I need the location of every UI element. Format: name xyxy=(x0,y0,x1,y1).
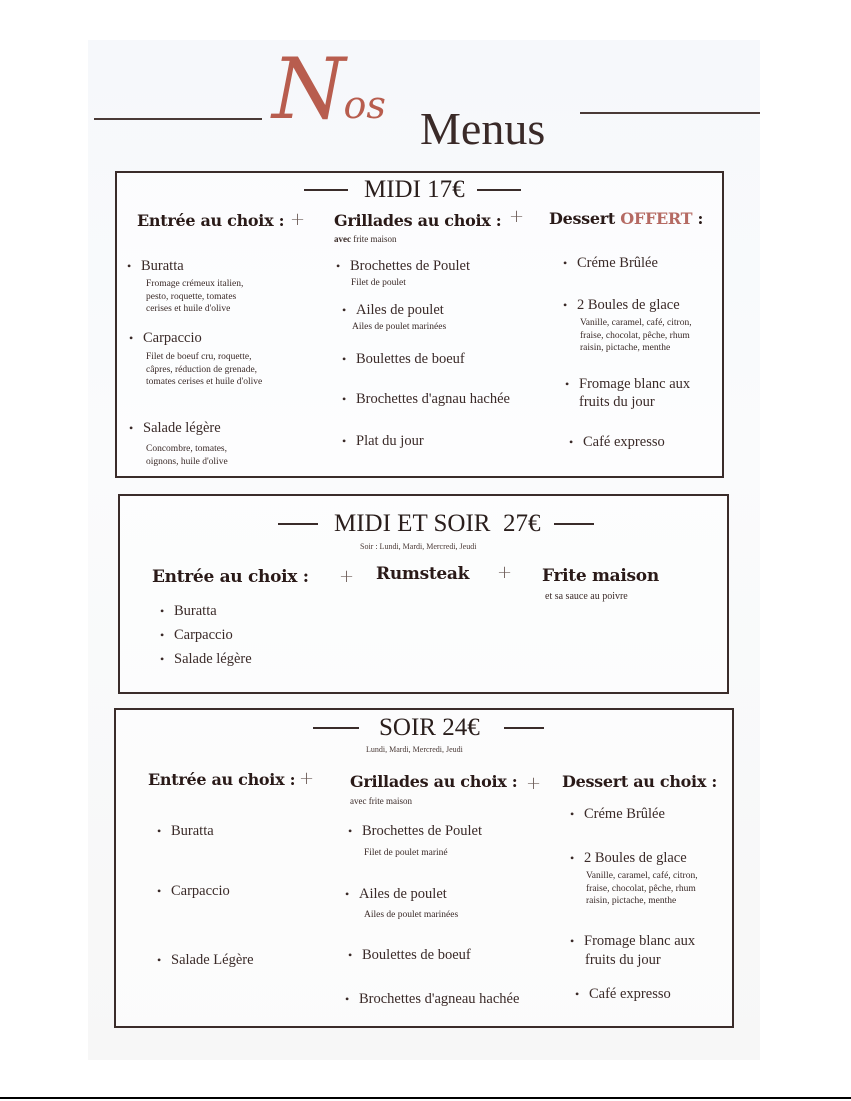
list-item-continued: fruits du jour xyxy=(579,394,655,410)
bullet-icon: • xyxy=(342,434,347,448)
item-name: Créme Brûlée xyxy=(584,806,665,822)
bullet-icon: • xyxy=(127,259,132,273)
item-name: Fromage blanc aux xyxy=(584,933,696,949)
menu-midi-et-soir-title-text: MIDI ET SOIR 27€ xyxy=(334,510,541,537)
list-item xyxy=(348,947,471,964)
list-item xyxy=(336,258,470,275)
list-item xyxy=(157,823,214,840)
list-item xyxy=(342,302,444,319)
item-name: Fromage blanc aux xyxy=(579,376,691,392)
soir-dessert-heading: Dessert au choix : xyxy=(562,772,717,791)
item-description xyxy=(146,278,243,316)
bullet-icon: • xyxy=(160,652,165,666)
nos-rest: os xyxy=(343,83,386,127)
bullet-icon: • xyxy=(342,392,347,406)
menu-subtitle: Lundi, Mardi, Mercredi, Jeudi xyxy=(366,745,463,754)
bullet-icon: • xyxy=(563,256,568,270)
list-item xyxy=(563,297,680,314)
item-name: Buratta xyxy=(171,823,214,839)
item-description: Filet de poulet mariné xyxy=(364,848,448,858)
plus-icon: + xyxy=(290,209,306,230)
bullet-icon: • xyxy=(345,887,350,901)
soir-grillades-note: avec frite maison xyxy=(350,796,412,806)
bullet-icon: • xyxy=(157,953,162,967)
desc-line: fraise, chocolat, pêche, rhum xyxy=(580,330,690,341)
menu-subtitle: Soir : Lundi, Mardi, Mercredi, Jeudi xyxy=(360,542,477,551)
item-description xyxy=(146,443,228,468)
item-description: Filet de poulet xyxy=(351,278,406,288)
item-name: Boulettes de boeuf xyxy=(362,947,471,963)
desc-line: fraise, chocolat, pêche, rhum xyxy=(586,883,696,894)
header-rule-left xyxy=(94,118,262,120)
list-item xyxy=(129,330,202,347)
bullet-icon: • xyxy=(569,435,574,449)
rumsteak-heading: Rumsteak xyxy=(376,564,470,584)
item-name: 2 Boules de glace xyxy=(584,850,687,866)
item-name: Brochettes de Poulet xyxy=(362,823,483,839)
list-item xyxy=(570,806,665,823)
plus-icon: + xyxy=(299,768,315,789)
menu-midi-title-text: MIDI 17€ xyxy=(364,176,465,203)
item-name: Salade légère xyxy=(143,420,221,436)
list-item xyxy=(342,391,510,408)
item-name: Créme Brûlée xyxy=(577,255,658,271)
item-name: Ailes de poulet xyxy=(356,302,444,318)
item-name: Carpaccio xyxy=(171,883,230,899)
nos-script-title xyxy=(272,40,386,138)
list-item xyxy=(345,886,447,903)
item-name: Brochettes d'agnau hachée xyxy=(356,391,510,407)
item-description xyxy=(586,870,698,908)
bullet-icon: • xyxy=(157,824,162,838)
item-name: 2 Boules de glace xyxy=(577,297,680,313)
desc-line: oignons, huile d'olive xyxy=(146,456,228,467)
item-name: Brochettes de Poulet xyxy=(350,258,471,274)
list-item xyxy=(570,850,687,867)
midi-grillades-note xyxy=(334,234,397,244)
desc-line: raisin, pictache, menthe xyxy=(580,343,671,353)
header-rule-right xyxy=(580,112,760,114)
item-name: Boulettes de boeuf xyxy=(356,351,465,367)
note-text: frite maison xyxy=(353,234,397,244)
item-description: Ailes de poulet marinées xyxy=(352,322,447,332)
list-item xyxy=(342,433,424,450)
list-item xyxy=(127,258,184,275)
bullet-icon: • xyxy=(160,628,165,642)
item-name: Carpaccio xyxy=(143,330,202,346)
frite-note: et sa sauce au poivre xyxy=(545,591,628,602)
midi-dessert-heading xyxy=(549,209,703,228)
item-description xyxy=(146,351,262,389)
bullet-icon: • xyxy=(160,604,165,618)
desc-line: Concombre, tomates, xyxy=(146,444,227,454)
menu-midi-et-soir-title xyxy=(278,510,594,538)
desc-line: Vanille, caramel, café, citron, xyxy=(580,318,692,328)
list-item xyxy=(345,991,519,1008)
nos-initial: N xyxy=(272,40,344,138)
item-name: Brochettes d'agneau hachée xyxy=(359,991,520,1007)
list-item xyxy=(160,603,217,620)
plus-icon: + xyxy=(497,562,513,583)
bullet-icon: • xyxy=(570,851,575,865)
list-item xyxy=(575,986,671,1003)
title-dash-left xyxy=(304,189,348,191)
bullet-icon: • xyxy=(348,824,353,838)
list-item xyxy=(570,933,695,950)
bullet-icon: • xyxy=(575,987,580,1001)
list-item xyxy=(157,952,254,969)
list-item xyxy=(160,651,252,668)
list-item xyxy=(160,627,233,644)
bullet-icon: • xyxy=(565,377,570,391)
soir-entree-heading: Entrée au choix : xyxy=(148,770,296,789)
title-dash-right xyxy=(504,727,544,729)
title-dash-left xyxy=(278,523,318,525)
bullet-icon: • xyxy=(129,421,134,435)
item-name: Café expresso xyxy=(589,986,671,1002)
plus-icon: + xyxy=(509,206,525,227)
item-name: Buratta xyxy=(141,258,184,274)
bullet-icon: • xyxy=(570,934,575,948)
dessert-label: Dessert xyxy=(549,209,615,228)
title-dash-left xyxy=(313,727,359,729)
list-item xyxy=(565,376,690,393)
desc-line: raisin, pictache, menthe xyxy=(586,896,677,906)
item-name: Salade Légère xyxy=(171,952,254,968)
page-bottom-rule xyxy=(0,1097,851,1099)
item-description: Ailes de poulet marinées xyxy=(364,910,459,920)
list-item xyxy=(348,823,482,840)
plus-icon: + xyxy=(339,566,355,587)
item-name: Café expresso xyxy=(583,434,665,450)
desc-line: cerises et huile d'olive xyxy=(146,304,231,314)
list-item-continued: fruits du jour xyxy=(585,952,661,968)
soir-grillades-heading: Grillades au choix : xyxy=(350,772,518,791)
note-bold: avec xyxy=(334,234,351,244)
desc-line: Vanille, caramel, café, citron, xyxy=(586,871,698,881)
bullet-icon: • xyxy=(348,948,353,962)
menu-soir-title xyxy=(313,714,544,742)
desc-line: Filet de boeuf cru, roquette, xyxy=(146,352,252,362)
list-item xyxy=(342,351,465,368)
list-item xyxy=(157,883,230,900)
midi-entree-heading: Entrée au choix : xyxy=(137,211,285,230)
bullet-icon: • xyxy=(570,807,575,821)
item-name: Buratta xyxy=(174,603,217,619)
item-name: Plat du jour xyxy=(356,433,424,449)
bullet-icon: • xyxy=(563,298,568,312)
frite-heading: Frite maison xyxy=(542,566,659,586)
page-title: Menus xyxy=(420,103,546,154)
item-description xyxy=(580,317,692,355)
midi-grillades-heading: Grillades au choix : xyxy=(334,211,502,230)
menu-midi-title xyxy=(304,176,521,204)
item-name: Carpaccio xyxy=(174,627,233,643)
item-name: Ailes de poulet xyxy=(359,886,447,902)
bullet-icon: • xyxy=(342,303,347,317)
midisoir-entree-heading: Entrée au choix : xyxy=(152,567,309,587)
item-name: Salade légère xyxy=(174,651,252,667)
desc-line: câpres, réduction de grenade, xyxy=(146,364,258,375)
title-dash-right xyxy=(554,523,594,525)
bullet-icon: • xyxy=(157,884,162,898)
desc-line: pesto, roquette, tomates xyxy=(146,291,237,302)
menu-soir-title-text: SOIR 24€ xyxy=(379,714,480,741)
heading-colon: : xyxy=(692,209,704,228)
list-item xyxy=(129,420,221,437)
title-dash-right xyxy=(477,189,521,191)
list-item xyxy=(569,434,665,451)
desc-line: Fromage crémeux italien, xyxy=(146,279,244,289)
bullet-icon: • xyxy=(129,331,134,345)
plus-icon: + xyxy=(526,773,542,794)
list-item xyxy=(563,255,658,272)
offert-badge: OFFERT xyxy=(620,209,693,228)
bullet-icon: • xyxy=(342,352,347,366)
bullet-icon: • xyxy=(336,259,341,273)
desc-line: tomates cerises et huile d'olive xyxy=(146,377,263,387)
menu-soir-box xyxy=(114,708,734,1028)
bullet-icon: • xyxy=(345,992,350,1006)
